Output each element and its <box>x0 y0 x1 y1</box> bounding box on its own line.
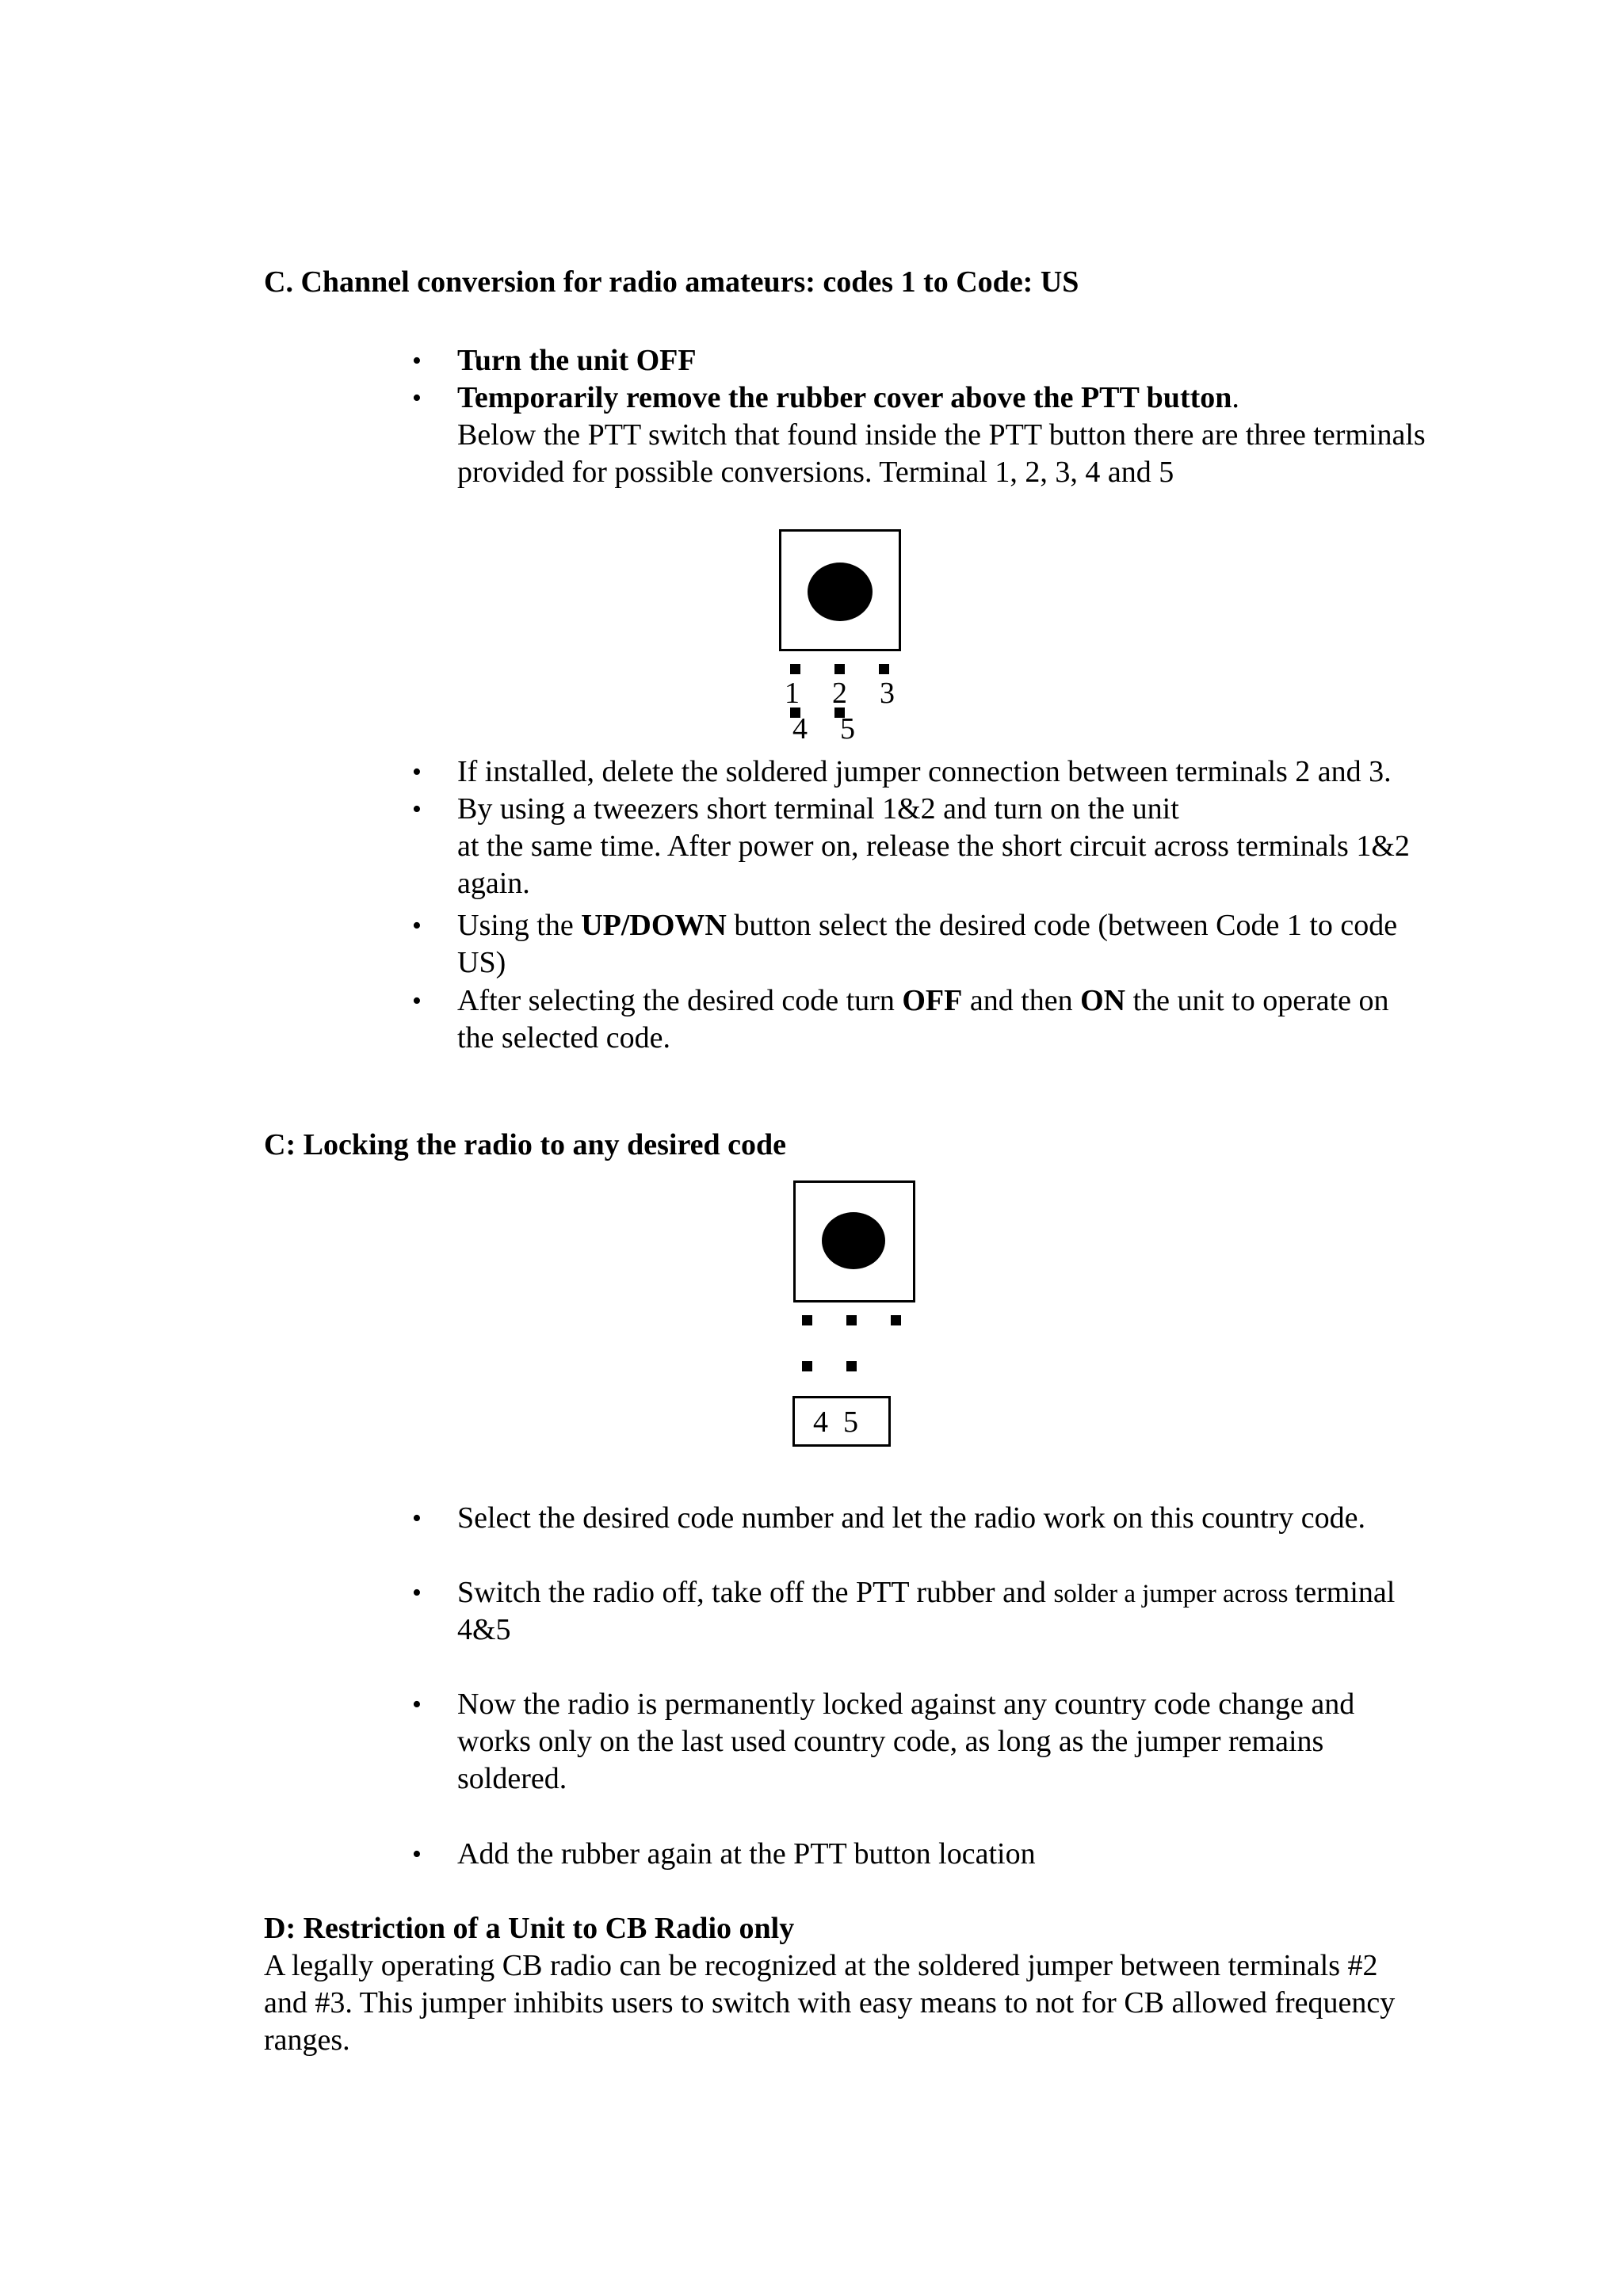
bullet-marker: • <box>412 383 422 413</box>
lock-step-solder-jumper <box>457 1574 1395 1613</box>
step-power-cycle <box>457 982 1389 1020</box>
step-power-cycle-mid: and then <box>962 984 1081 1017</box>
section-heading-channel-conversion: C. Channel conversion for radio amateurs: codes 1 to Code: US <box>264 265 1079 299</box>
step-short-terminals-line2: at the same time. After power on, release the short circuit across terminals 1&2 <box>457 830 1410 863</box>
bullet-marker: • <box>412 1840 422 1869</box>
ptt-button-dot <box>822 1212 885 1269</box>
lock-step-solder-pre: Switch the radio off, take off the PTT rubber and <box>457 1576 1054 1609</box>
terminal-5-label: 5 <box>840 712 855 746</box>
bullet-marker: • <box>412 346 422 376</box>
restriction-paragraph-line3: ranges. <box>264 2023 350 2057</box>
terminal-1-label: 1 <box>785 677 800 710</box>
step-power-cycle-post: the unit to operate on <box>1125 984 1389 1017</box>
bullet-marker: • <box>412 1504 422 1533</box>
step-select-code-bold: UP/DOWN <box>581 909 727 942</box>
lock-step-solder-post: terminal <box>1294 1576 1396 1609</box>
lock-step-permanent: Now the radio is permanently locked against any country code change and <box>457 1688 1355 1721</box>
bullet-marker: • <box>412 986 422 1016</box>
step-remove-rubber-period: . <box>1232 381 1239 414</box>
step-remove-rubber <box>457 379 1239 417</box>
lock-step-select-code: Select the desired code number and let the radio work on this country code. <box>457 1501 1365 1535</box>
step-select-code-line2: US) <box>457 946 506 979</box>
bullet-marker: • <box>412 911 422 940</box>
terminal-1-pin <box>802 1315 812 1325</box>
lock-step-permanent-line2: works only on the last used country code, as long as the jumper remains <box>457 1725 1324 1758</box>
terminal-3-pin <box>879 664 889 674</box>
bullet-marker: • <box>412 795 422 824</box>
bullet-marker: • <box>412 1690 422 1719</box>
step-turn-off: Turn the unit OFF <box>457 344 697 377</box>
step-select-code-post: button select the desired code (between Code 1 to code <box>726 909 1398 942</box>
step-delete-jumper: If installed, delete the soldered jumper connection between terminals 2 and 3. <box>457 755 1392 788</box>
step-select-code-pre: Using the <box>457 909 582 942</box>
terminal-4-label: 4 <box>792 712 808 746</box>
lock-step-solder-small: solder a jumper across <box>1053 1580 1295 1608</box>
step-power-cycle-pre: After selecting the desired code turn <box>457 984 903 1017</box>
lock-step-permanent-line3: soldered. <box>457 1762 567 1795</box>
lock-step-solder-line2: 4&5 <box>457 1613 511 1646</box>
terminal-3-pin <box>891 1315 901 1325</box>
terminal-3-label: 3 <box>880 677 895 710</box>
jumper-label: 4 5 <box>813 1405 858 1439</box>
restriction-paragraph-line1: A legally operating CB radio can be recognized at the soldered jumper between terminals #2 <box>264 1949 1378 1982</box>
terminal-1-pin <box>790 664 800 674</box>
bullet-marker: • <box>412 1578 422 1608</box>
section-heading-locking: C: Locking the radio to any desired code <box>264 1128 787 1161</box>
terminal-5-pin <box>846 1361 857 1371</box>
ptt-button-dot <box>808 563 873 621</box>
step-remove-rubber-line3: provided for possible conversions. Terminal 1, 2, 3, 4 and 5 <box>457 456 1174 489</box>
step-remove-rubber-bold: Temporarily remove the rubber cover above the PTT button <box>457 381 1232 414</box>
step-remove-rubber-line2: Below the PTT switch that found inside the PTT button there are three terminals <box>457 418 1426 452</box>
terminal-4-pin <box>802 1361 812 1371</box>
terminal-2-pin <box>846 1315 857 1325</box>
step-select-code <box>457 907 1397 944</box>
restriction-paragraph-line2: and #3. This jumper inhibits users to switch with easy means to not for CB allowed frequency <box>264 1986 1396 2019</box>
step-power-cycle-off: OFF <box>902 984 963 1017</box>
bullet-marker: • <box>412 757 422 787</box>
terminal-2-label: 2 <box>832 677 847 710</box>
step-power-cycle-on: ON <box>1080 984 1126 1017</box>
step-short-terminals: By using a tweezers short terminal 1&2 and turn on the unit <box>457 792 1179 826</box>
section-heading-restriction: D: Restriction of a Unit to CB Radio only <box>264 1912 795 1945</box>
step-power-cycle-line2: the selected code. <box>457 1021 671 1055</box>
terminal-2-pin <box>834 664 845 674</box>
lock-step-add-rubber: Add the rubber again at the PTT button location <box>457 1837 1036 1871</box>
step-short-terminals-line3: again. <box>457 867 530 900</box>
